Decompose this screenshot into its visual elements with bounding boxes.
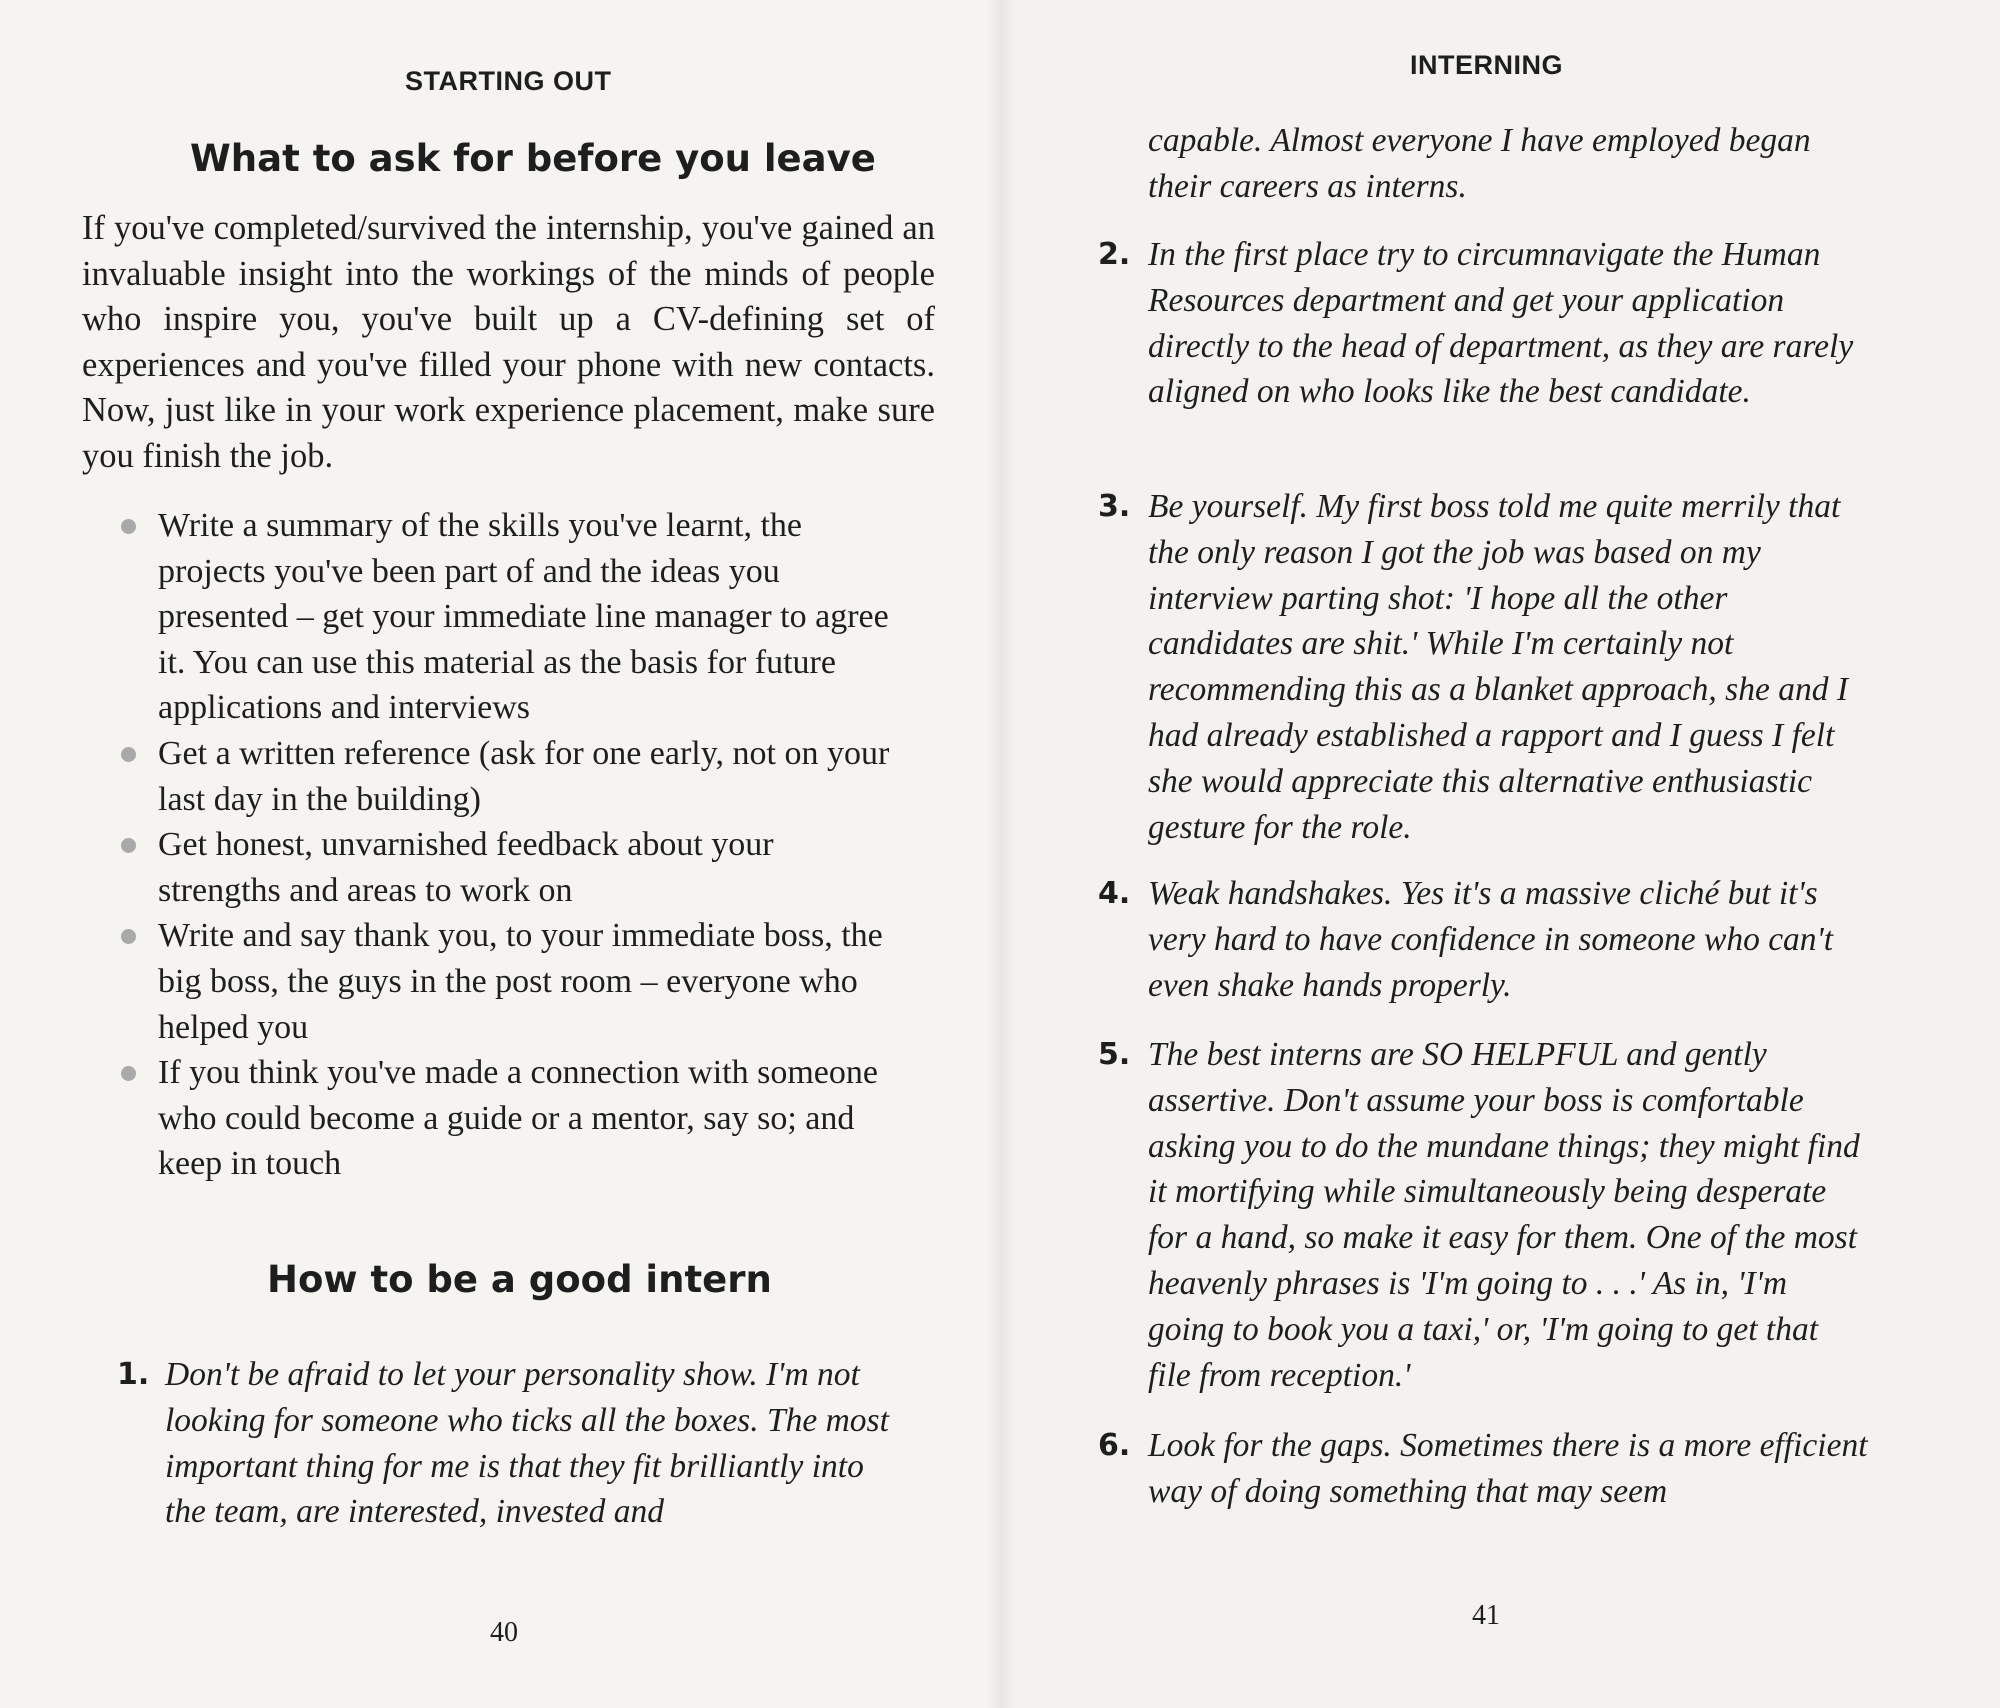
item-number: 3. — [1098, 489, 1131, 524]
bullet-icon — [121, 1066, 136, 1081]
numbered-item-2 — [1098, 232, 1868, 415]
bullet-icon — [121, 519, 136, 534]
bullet-icon — [121, 929, 136, 944]
numbered-item-6 — [1098, 1423, 1868, 1515]
running-head-right: INTERNING — [1410, 50, 1563, 80]
numbered-item-3 — [1098, 484, 1868, 850]
item-number: 2. — [1098, 237, 1131, 272]
item-text: Weak handshakes. Yes it's a massive cliché but it's very hard to have confidence in someone who can't even shake hands properly. — [1148, 875, 1834, 1004]
item-number: 6. — [1098, 1428, 1131, 1463]
section-heading-intern: How to be a good intern — [267, 1258, 772, 1301]
numbered-item-1 — [117, 1352, 905, 1535]
intro-paragraph: If you've completed/survived the internship, you've gained an invaluable insight into the workings of the minds of people who inspire you, you've built up a CV-defining set of experiences and you've filled your phone with new contacts. Now, just like in your work experience placement, make sure you finish the job. — [82, 209, 935, 475]
numbered-item-5 — [1098, 1032, 1868, 1398]
section-heading-leave: What to ask for before you leave — [190, 137, 876, 180]
item-text: Don't be afraid to let your personality show. I'm not looking for someone who ticks all the boxes. The most important thing for me is that they fit brilliantly into the team, are interested, invested and — [165, 1356, 889, 1531]
bullet-item: Write and say thank you, to your immediate boss, the big boss, the guys in the post room – everyone who helped you — [158, 913, 903, 1050]
book-gutter — [985, 0, 1015, 1708]
running-head-left: STARTING OUT — [405, 66, 612, 96]
numbered-item-4 — [1098, 871, 1868, 1008]
bullet-icon — [121, 747, 136, 762]
continuation-text: capable. Almost everyone I have employed began their careers as interns. — [1148, 122, 1811, 205]
bullet-icon — [121, 838, 136, 853]
item-number: 5. — [1098, 1037, 1131, 1072]
item-number: 4. — [1098, 876, 1131, 911]
item-number: 1. — [117, 1357, 150, 1392]
bullet-list — [158, 503, 903, 1187]
bullet-item: If you think you've made a connection with someone who could become a guide or a mentor, say so; and keep in touch — [158, 1050, 903, 1187]
item-text: Look for the gaps. Sometimes there is a more efficient way of doing something that may seem — [1148, 1427, 1868, 1510]
page-number-right: 41 — [1472, 1600, 1500, 1631]
right-page — [1000, 0, 2000, 1708]
item-text: Be yourself. My first boss told me quite merrily that the only reason I got the job was based on my interview parting shot: 'I hope all the other candidates are shit.' While I'm certainly not recommending this as a blanket approach, she and I had already established a rapport and I guess I felt she would appreciate this alternative enthusiastic gesture for the role. — [1148, 488, 1848, 846]
bullet-item: Get a written reference (ask for one early, not on your last day in the building) — [158, 731, 903, 822]
item-text: The best interns are SO HELPFUL and gently assertive. Don't assume your boss is comfortable asking you to do the mundane things; they might find it mortifying while simultaneously being desperate for a hand, so make it easy for them. One of the most heavenly phrases is 'I'm going to . . .' As in, 'I'm going to book you a taxi,' or, 'I'm going to get that file from reception.' — [1148, 1036, 1860, 1394]
page-number-left: 40 — [490, 1617, 518, 1648]
bullet-item: Write a summary of the skills you've learnt, the projects you've been part of and the ideas you presented – get your immediate line manager to agree it. You can use this material as the basis for future applications and interviews — [158, 503, 903, 731]
item-text: In the first place try to circumnavigate the Human Resources department and get your application directly to the head of department, as they are rarely aligned on who looks like the best candidate. — [1148, 236, 1854, 411]
bullet-item: Get honest, unvarnished feedback about your strengths and areas to work on — [158, 822, 903, 913]
